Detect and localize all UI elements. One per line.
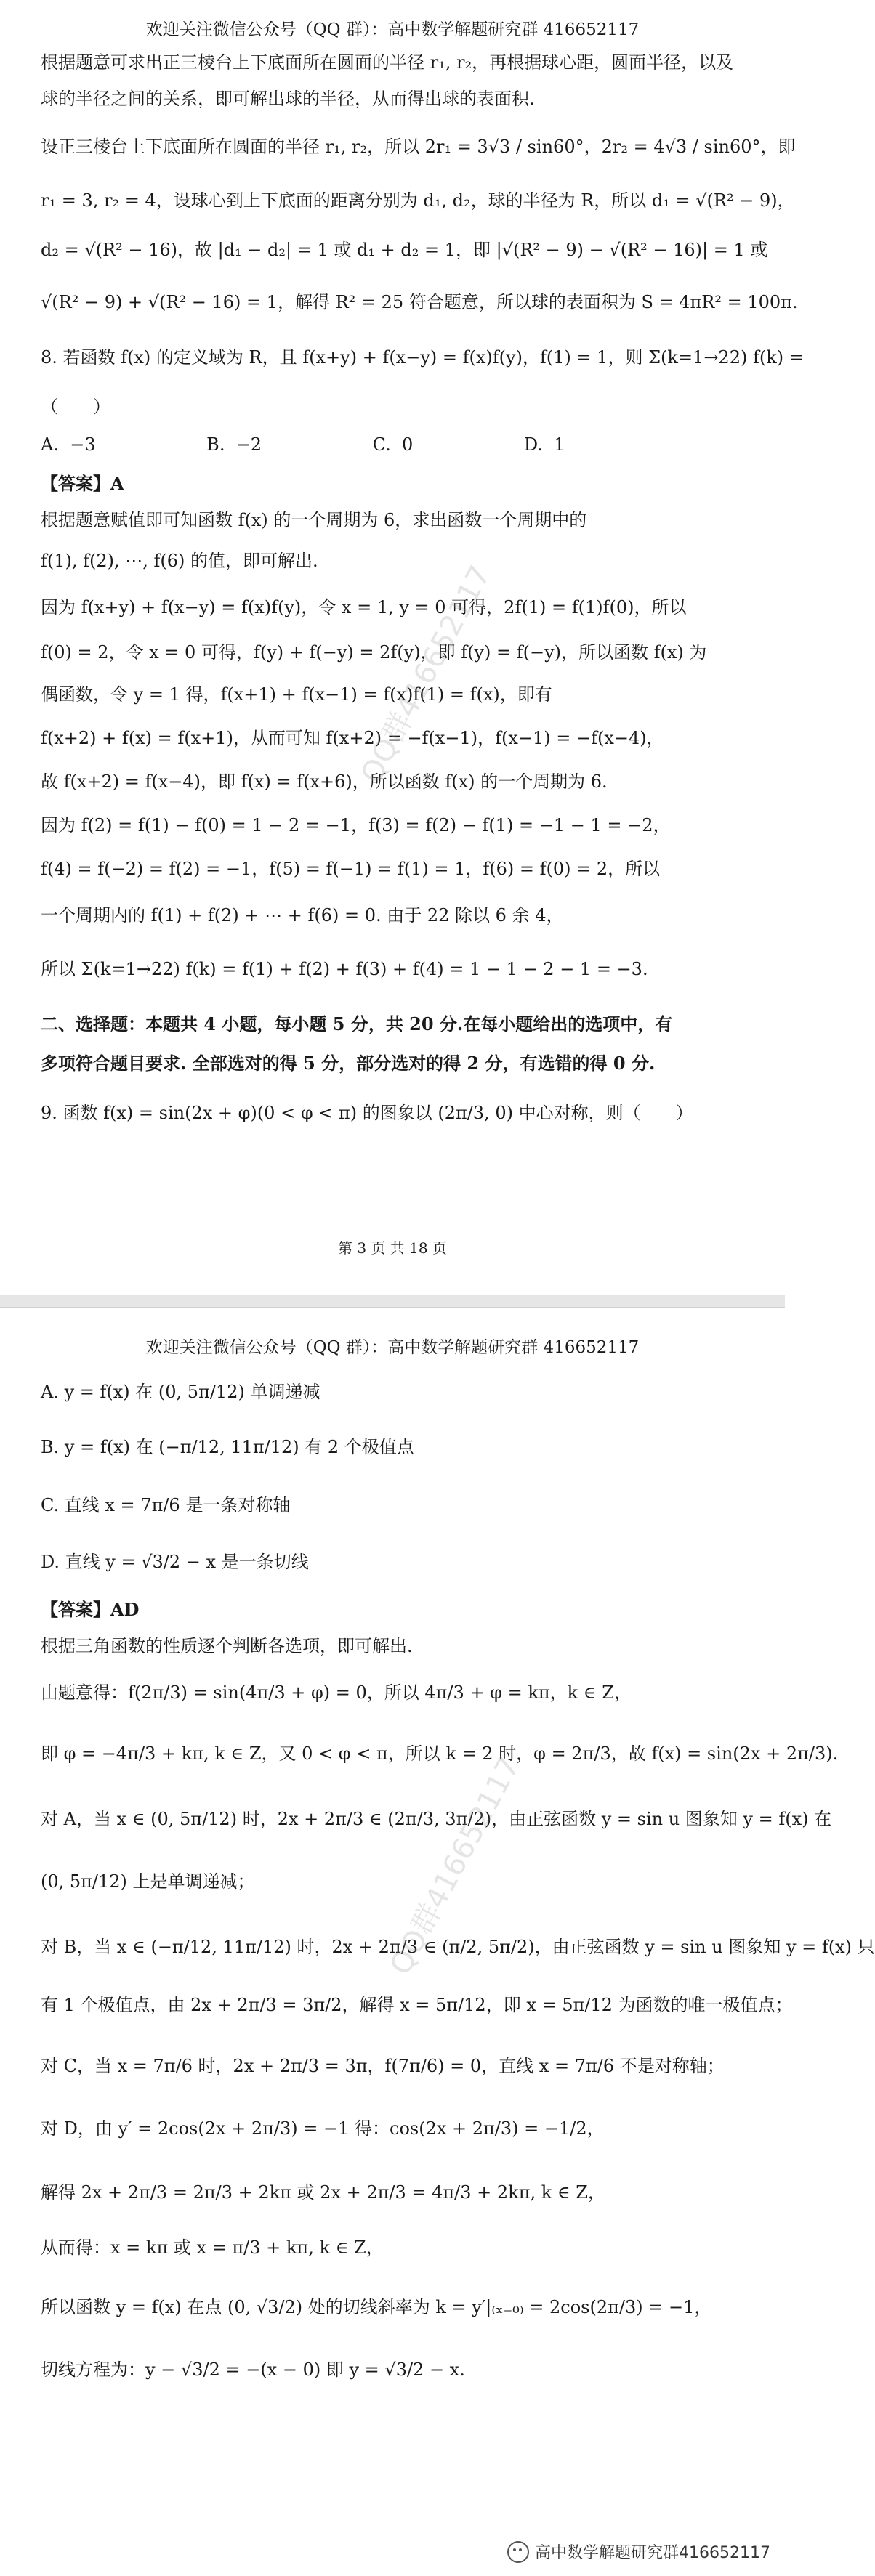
- wechat-icon: [507, 2541, 529, 2563]
- question-9-stem: 9. 函数 f(x) = sin(2x + φ)(0 < φ < π) 的图象以 (2π/3, 0) 中心对称，则（ ）: [41, 1103, 693, 1123]
- text-line: 对 D，由 y′ = 2cos(2x + 2π/3) = −1 得：cos(2x + 2π/3) = −1/2，: [41, 2118, 605, 2139]
- text-line: 因为 f(x+y) + f(x−y) = f(x)f(y)，令 x = 1, y = 0 可得，2f(1) = f(1)f(0)，所以: [41, 597, 687, 617]
- text-line: 由题意得：f(2π/3) = sin(4π/3 + φ) = 0，所以 4π/3 + φ = kπ，k ∈ Z，: [41, 1682, 632, 1703]
- text-line: 有 1 个极值点，由 2x + 2π/3 = 3π/2，解得 x = 5π/12，即 x = 5π/12 为函数的唯一极值点；: [41, 1995, 793, 2015]
- text-line: 对 B，当 x ∈ (−π/12, 11π/12) 时，2x + 2π/3 ∈ (π/2, 5π/2)，由正弦函数 y = sin u 图象知 y = f(x) 只: [41, 1937, 875, 1957]
- text-line: 解得 2x + 2π/3 = 2π/3 + 2kπ 或 2x + 2π/3 = 4π/3 + 2kπ, k ∈ Z，: [41, 2182, 605, 2203]
- text-line: 对 C，当 x = 7π/6 时，2x + 2π/3 = 3π，f(7π/6) = 0，直线 x = 7π/6 不是对称轴；: [41, 2056, 725, 2076]
- watermark: QQ群416652117: [383, 1751, 527, 1980]
- text-line: 设正三棱台上下底面所在圆面的半径 r₁, r₂，所以 2r₁ = 3√3 / sin60°，2r₂ = 4√3 / sin60°，即: [41, 137, 796, 157]
- document-page-3: [0, 0, 804, 1295]
- document-page-4: [0, 1308, 875, 2576]
- text-line: 根据题意赋值即可知函数 f(x) 的一个周期为 6，求出函数一个周期中的: [41, 510, 587, 530]
- text-line: 所以函数 y = f(x) 在点 (0, √3/2) 处的切线斜率为 k = y′|₍ₓ₌₀₎ = 2cos(2π/3) = −1，: [41, 2297, 712, 2317]
- option-d: D. 直线 y = √3/2 − x 是一条切线: [41, 1552, 309, 1572]
- option-a: A. y = f(x) 在 (0, 5π/12) 单调递减: [41, 1382, 320, 1402]
- text-line: 即 φ = −4π/3 + kπ, k ∈ Z，又 0 < φ < π，所以 k = 2 时，φ = 2π/3，故 f(x) = sin(2x + 2π/3).: [41, 1743, 839, 1764]
- text-line: r₁ = 3, r₂ = 4，设球心到上下底面的距离分别为 d₁, d₂，球的半径为 R，所以 d₁ = √(R² − 9)，: [41, 190, 795, 211]
- text-line: 从而得：x = kπ 或 x = π/3 + kπ, k ∈ Z，: [41, 2237, 384, 2258]
- option-b: B. y = f(x) 在 (−π/12, 11π/12) 有 2 个极值点: [41, 1437, 414, 1457]
- text-line: 偶函数，令 y = 1 得，f(x+1) + f(x−1) = f(x)f(1) = f(x)，即有: [41, 684, 552, 705]
- text-line: f(4) = f(−2) = f(2) = −1，f(5) = f(−1) = f(1) = 1，f(6) = f(0) = 2，所以: [41, 859, 661, 879]
- text-line: 切线方程为：y − √3/2 = −(x − 0) 即 y = √3/2 − x.: [41, 2360, 465, 2380]
- text-line: 一个周期内的 f(1) + f(2) + ⋯ + f(6) = 0. 由于 22 除以 6 余 4，: [41, 905, 564, 926]
- wechat-account-badge: [507, 2540, 770, 2563]
- text-line: 对 A，当 x ∈ (0, 5π/12) 时，2x + 2π/3 ∈ (2π/3, 3π/2)，由正弦函数 y = sin u 图象知 y = f(x) 在: [41, 1809, 832, 1829]
- text-line: (0, 5π/12) 上是单调递减；: [41, 1871, 255, 1892]
- text-line: √(R² − 9) + √(R² − 16) = 1，解得 R² = 25 符合题意，所以球的表面积为 S = 4πR² = 100π.: [41, 292, 798, 312]
- option-c: C. 直线 x = 7π/6 是一条对称轴: [41, 1495, 291, 1515]
- question-8-blank: （ ）: [41, 397, 110, 417]
- section-heading-cont: 多项符合题目要求. 全部选对的得 5 分，部分选对的得 2 分，有选错的得 0 分.: [41, 1053, 656, 1074]
- text-line: f(1), f(2), ⋯, f(6) 的值，即可解出.: [41, 551, 318, 571]
- page-header: 欢迎关注微信公众号（QQ 群）：高中数学解题研究群 416652117: [145, 1338, 640, 1357]
- section-heading: 二、选择题：本题共 4 小题，每小题 5 分，共 20 分.在每小题给出的选项中，有: [41, 1013, 673, 1034]
- text-line: 根据题意可求出正三棱台上下底面所在圆面的半径 r₁, r₂，再根据球心距，圆面半径，以及: [41, 52, 734, 73]
- answer-label: 【答案】AD: [41, 1599, 140, 1620]
- text-line: 因为 f(2) = f(1) − f(0) = 1 − 2 = −1，f(3) = f(2) − f(1) = −1 − 1 = −2，: [41, 815, 671, 835]
- text-line: d₂ = √(R² − 16)，故 |d₁ − d₂| = 1 或 d₁ + d₂ = 1，即 |√(R² − 9) − √(R² − 16)| = 1 或: [41, 240, 768, 260]
- page-separator: [0, 1295, 785, 1308]
- text-line: f(x+2) + f(x) = f(x+1)，从而可知 f(x+2) = −f(x−1)，f(x−1) = −f(x−4)，: [41, 728, 664, 748]
- page-footer: 第 3 页 共 18 页: [338, 1239, 447, 1257]
- watermark: QQ群416652117: [354, 560, 498, 789]
- wechat-account-label: 高中数学解题研究群416652117: [535, 2544, 770, 2562]
- question-8-options: A. −3 B. −2 C. 0 D. 1: [41, 434, 565, 455]
- text-line: 球的半径之间的关系，即可解出球的半径，从而得出球的表面积.: [41, 89, 535, 109]
- question-8-stem: 8. 若函数 f(x) 的定义域为 R，且 f(x+y) + f(x−y) = f(x)f(y)，f(1) = 1，则 Σ(k=1→22) f(k) =: [41, 347, 804, 368]
- text-line: 故 f(x+2) = f(x−4)，即 f(x) = f(x+6)，所以函数 f(x) 的一个周期为 6.: [41, 771, 608, 792]
- text-line: 根据三角函数的性质逐个判断各选项，即可解出.: [41, 1636, 413, 1656]
- text-line: f(0) = 2，令 x = 0 可得，f(y) + f(−y) = 2f(y)，即 f(y) = f(−y)，所以函数 f(x) 为: [41, 642, 707, 663]
- page-header: 欢迎关注微信公众号（QQ 群）：高中数学解题研究群 416652117: [145, 20, 640, 39]
- text-line: 所以 Σ(k=1→22) f(k) = f(1) + f(2) + f(3) + f(4) = 1 − 1 − 2 − 1 = −3.: [41, 959, 648, 979]
- answer-label: 【答案】A: [41, 473, 124, 494]
